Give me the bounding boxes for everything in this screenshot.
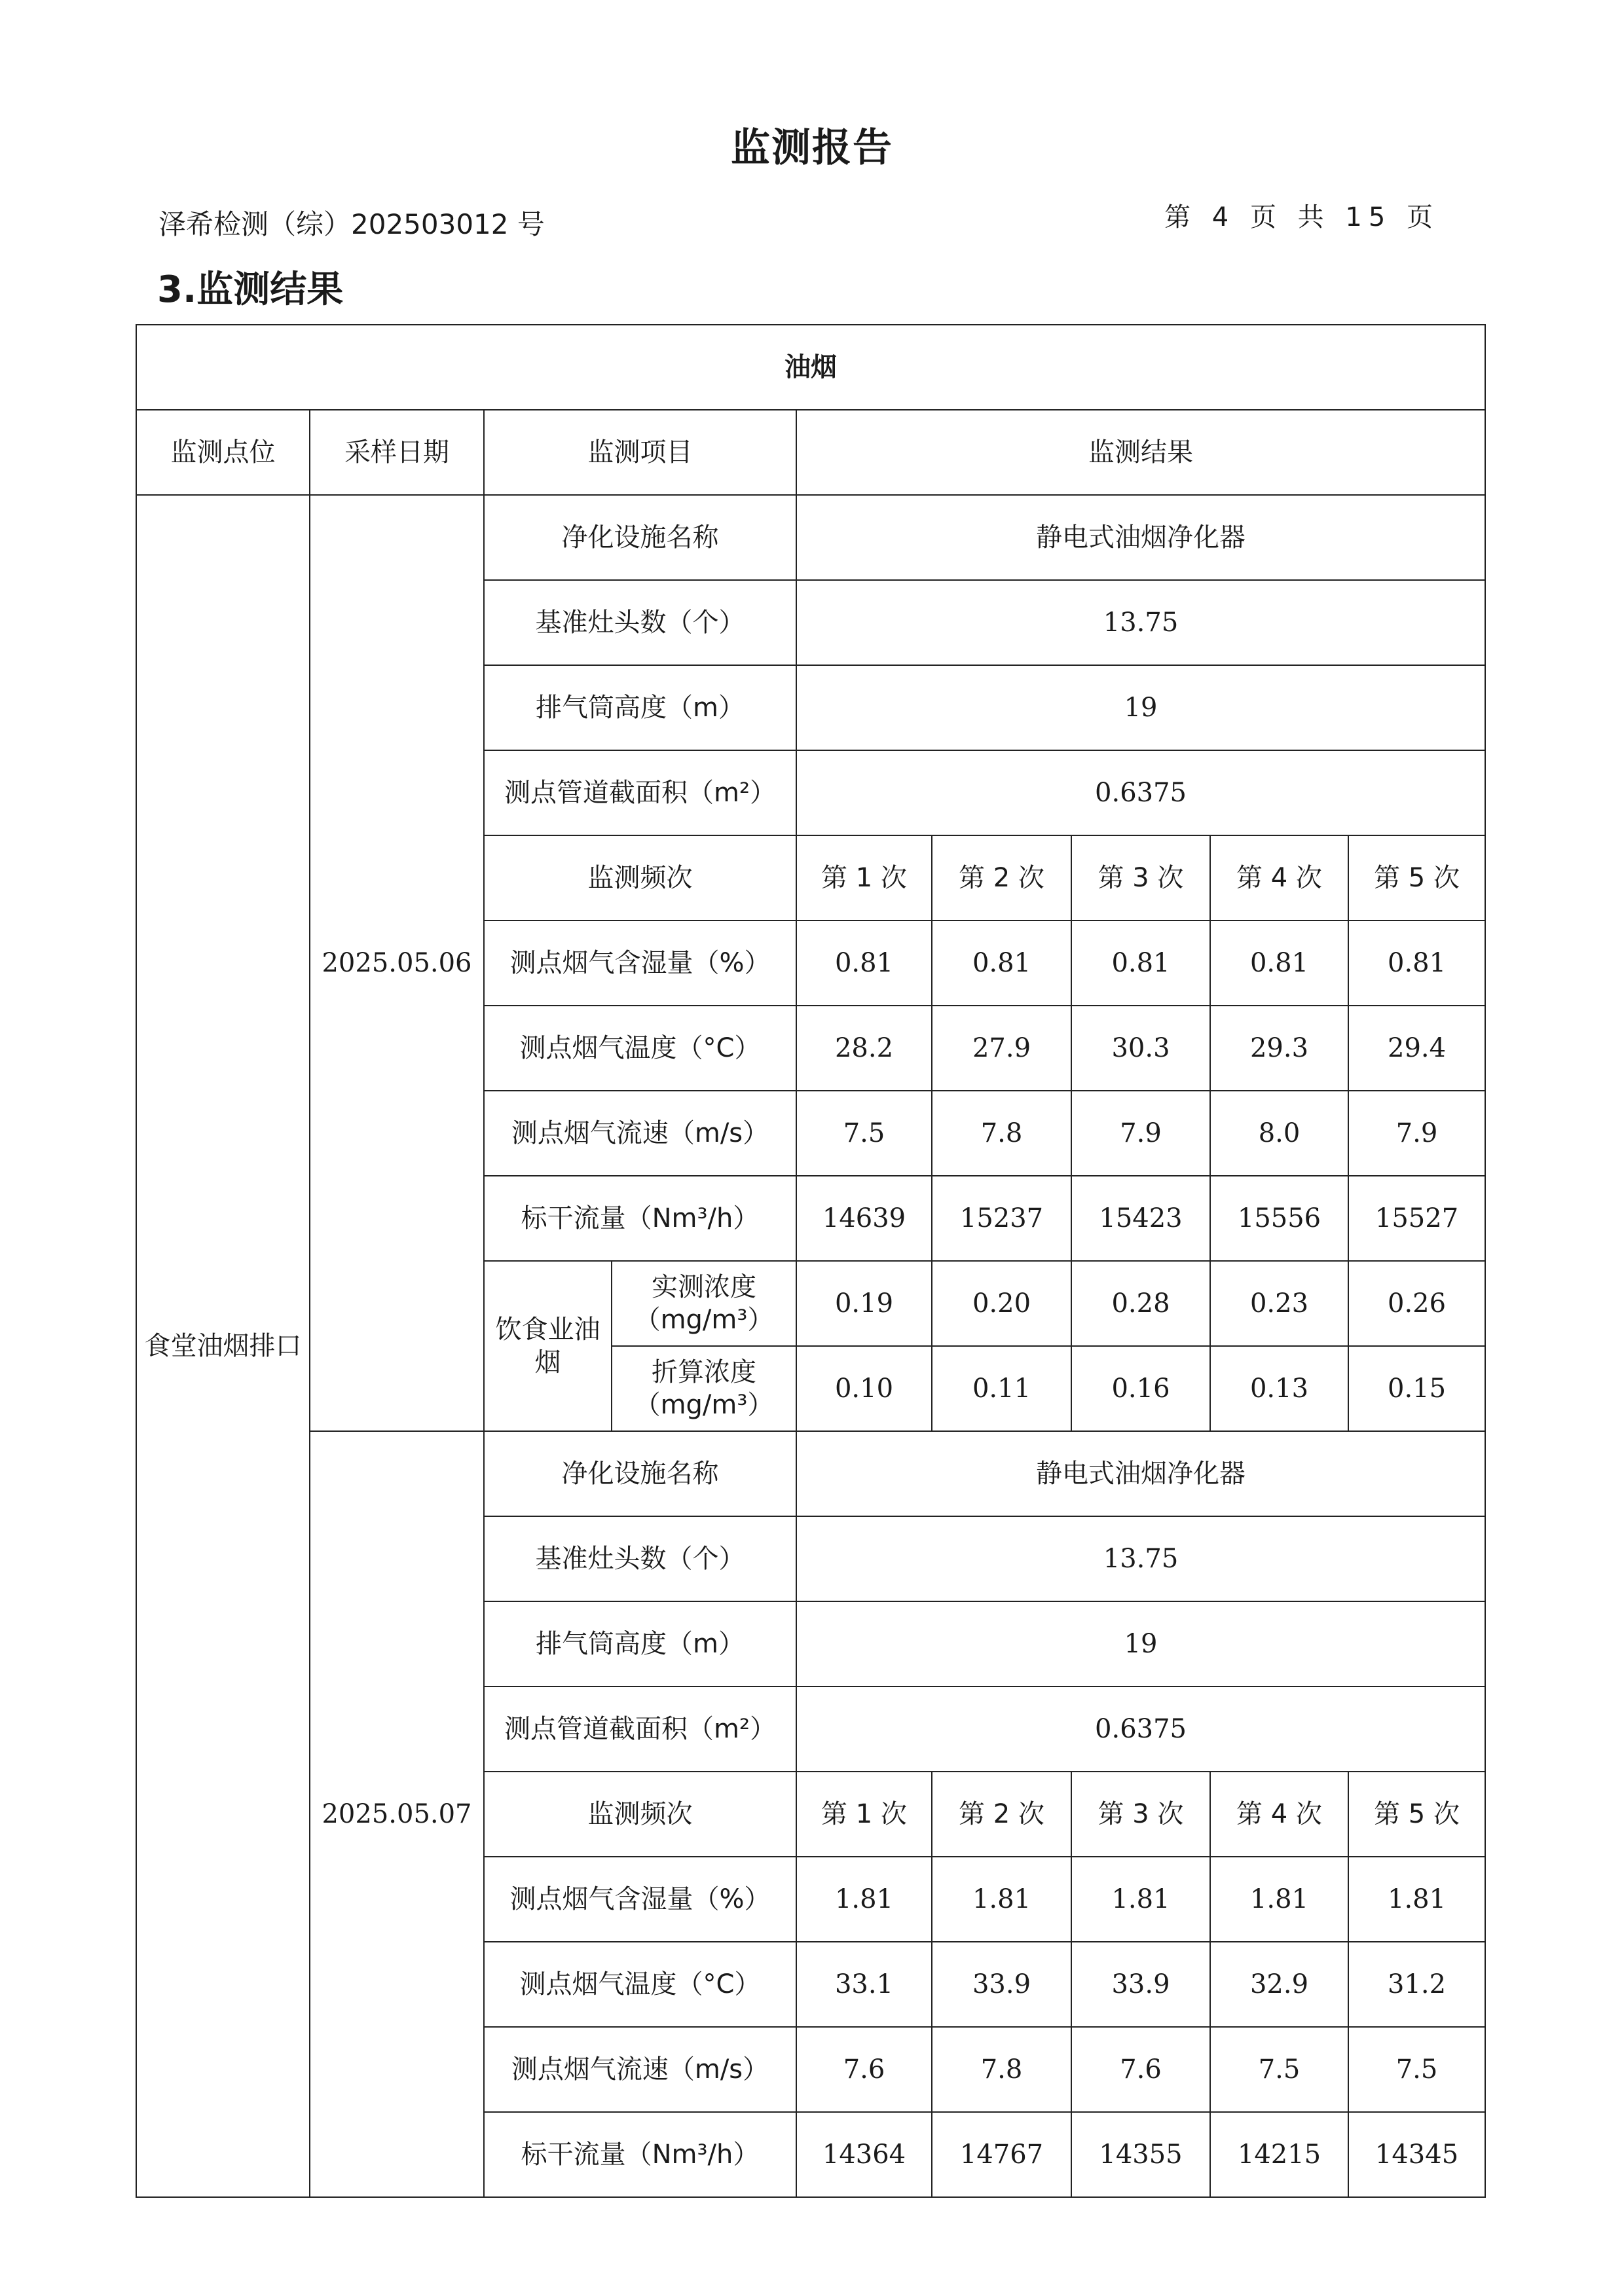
value-cell: 14767: [932, 2112, 1071, 2197]
row-label: 净化设施名称: [484, 1431, 796, 1516]
page-indicator: 第 4 页 共 15 页: [1164, 202, 1439, 232]
value-cell: 0.28: [1071, 1261, 1210, 1346]
value-cell: 7.5: [1348, 2027, 1485, 2112]
row-label: 测点烟气含湿量（%）: [484, 920, 796, 1006]
row-label: 净化设施名称: [484, 495, 796, 580]
row-label: 实测浓度（mg/m³）: [612, 1261, 796, 1346]
value-cell: 7.9: [1348, 1091, 1485, 1176]
row-value: 13.75: [796, 580, 1485, 665]
report-title: 监测报告: [731, 125, 893, 171]
value-cell: 0.20: [932, 1261, 1071, 1346]
value-cell: 1.81: [796, 1857, 932, 1942]
value-cell: 7.8: [932, 2027, 1071, 2112]
row-label: 排气筒高度（m）: [484, 1601, 796, 1686]
col-header-item: 监测项目: [484, 410, 796, 495]
row-label: 测点烟气温度（°C）: [484, 1942, 796, 2027]
value-cell: 1.81: [1210, 1857, 1348, 1942]
value-cell: 14355: [1071, 2112, 1210, 2197]
value-cell: 0.15: [1348, 1346, 1485, 1431]
freq-cell: 第 3 次: [1071, 835, 1210, 920]
row-value: 静电式油烟净化器: [796, 1431, 1485, 1516]
row-value: 0.6375: [796, 1686, 1485, 1772]
value-cell: 7.8: [932, 1091, 1071, 1176]
value-cell: 14364: [796, 2112, 932, 2197]
freq-cell: 第 5 次: [1348, 835, 1485, 920]
row-label: 监测频次: [484, 1772, 796, 1857]
row-label: 标干流量（Nm³/h）: [484, 1176, 796, 1261]
value-cell: 0.23: [1210, 1261, 1348, 1346]
freq-cell: 第 2 次: [932, 1772, 1071, 1857]
value-cell: 0.81: [1348, 920, 1485, 1006]
results-table: [136, 324, 1486, 2198]
row-label: 基准灶头数（个）: [484, 580, 796, 665]
value-cell: 15527: [1348, 1176, 1485, 1261]
table-topic-row: [136, 325, 1485, 410]
row-label: 监测频次: [484, 835, 796, 920]
value-cell: 28.2: [796, 1006, 932, 1091]
value-cell: 0.16: [1071, 1346, 1210, 1431]
table-row: [136, 495, 1485, 580]
row-value: 19: [796, 1601, 1485, 1686]
row-label: 基准灶头数（个）: [484, 1516, 796, 1601]
value-cell: 30.3: [1071, 1006, 1210, 1091]
value-cell: 7.6: [1071, 2027, 1210, 2112]
value-cell: 0.81: [932, 920, 1071, 1006]
row-label: 测点管道截面积（m²）: [484, 750, 796, 835]
location-cell: 食堂油烟排口: [136, 495, 310, 2197]
row-label: 测点烟气流速（m/s）: [484, 2027, 796, 2112]
value-cell: 14215: [1210, 2112, 1348, 2197]
row-label: 折算浓度（mg/m³）: [612, 1346, 796, 1431]
value-cell: 1.81: [932, 1857, 1071, 1942]
value-cell: 31.2: [1348, 1942, 1485, 2027]
row-value: 0.6375: [796, 750, 1485, 835]
freq-cell: 第 3 次: [1071, 1772, 1210, 1857]
row-value: 静电式油烟净化器: [796, 495, 1485, 580]
freq-cell: 第 1 次: [796, 1772, 932, 1857]
value-cell: 29.4: [1348, 1006, 1485, 1091]
value-cell: 0.26: [1348, 1261, 1485, 1346]
value-cell: 0.13: [1210, 1346, 1348, 1431]
pollutant-label: 饮食业油烟: [484, 1261, 612, 1431]
report-number: 泽希检测（综）202503012 号: [158, 208, 545, 240]
date-cell: 2025.05.07: [310, 1431, 484, 2197]
value-cell: 1.81: [1348, 1857, 1485, 1942]
col-header-location: 监测点位: [136, 410, 310, 495]
freq-cell: 第 4 次: [1210, 1772, 1348, 1857]
value-cell: 8.0: [1210, 1091, 1348, 1176]
date-cell: 2025.05.06: [310, 495, 484, 1431]
value-cell: 7.5: [1210, 2027, 1348, 2112]
value-cell: 0.11: [932, 1346, 1071, 1431]
value-cell: 7.5: [796, 1091, 932, 1176]
freq-cell: 第 4 次: [1210, 835, 1348, 920]
value-cell: 14345: [1348, 2112, 1485, 2197]
value-cell: 7.6: [796, 2027, 932, 2112]
col-header-result: 监测结果: [796, 410, 1485, 495]
freq-cell: 第 2 次: [932, 835, 1071, 920]
value-cell: 15237: [932, 1176, 1071, 1261]
table-topic: 油烟: [136, 325, 1485, 410]
value-cell: 33.1: [796, 1942, 932, 2027]
freq-cell: 第 1 次: [796, 835, 932, 920]
section-title: 3.监测结果: [157, 268, 344, 311]
value-cell: 33.9: [932, 1942, 1071, 2027]
value-cell: 0.10: [796, 1346, 932, 1431]
value-cell: 29.3: [1210, 1006, 1348, 1091]
value-cell: 32.9: [1210, 1942, 1348, 2027]
row-value: 19: [796, 665, 1485, 750]
value-cell: 1.81: [1071, 1857, 1210, 1942]
row-label: 测点烟气流速（m/s）: [484, 1091, 796, 1176]
row-label: 排气筒高度（m）: [484, 665, 796, 750]
freq-cell: 第 5 次: [1348, 1772, 1485, 1857]
table-row: [136, 1431, 1485, 1516]
row-label: 测点管道截面积（m²）: [484, 1686, 796, 1772]
row-label: 测点烟气含湿量（%）: [484, 1857, 796, 1942]
value-cell: 0.81: [1071, 920, 1210, 1006]
value-cell: 0.81: [796, 920, 932, 1006]
row-label: 测点烟气温度（°C）: [484, 1006, 796, 1091]
value-cell: 0.19: [796, 1261, 932, 1346]
value-cell: 15423: [1071, 1176, 1210, 1261]
value-cell: 7.9: [1071, 1091, 1210, 1176]
table-header-row: [136, 410, 1485, 495]
value-cell: 33.9: [1071, 1942, 1210, 2027]
value-cell: 27.9: [932, 1006, 1071, 1091]
col-header-date: 采样日期: [310, 410, 484, 495]
row-value: 13.75: [796, 1516, 1485, 1601]
row-label: 标干流量（Nm³/h）: [484, 2112, 796, 2197]
value-cell: 15556: [1210, 1176, 1348, 1261]
value-cell: 0.81: [1210, 920, 1348, 1006]
value-cell: 14639: [796, 1176, 932, 1261]
